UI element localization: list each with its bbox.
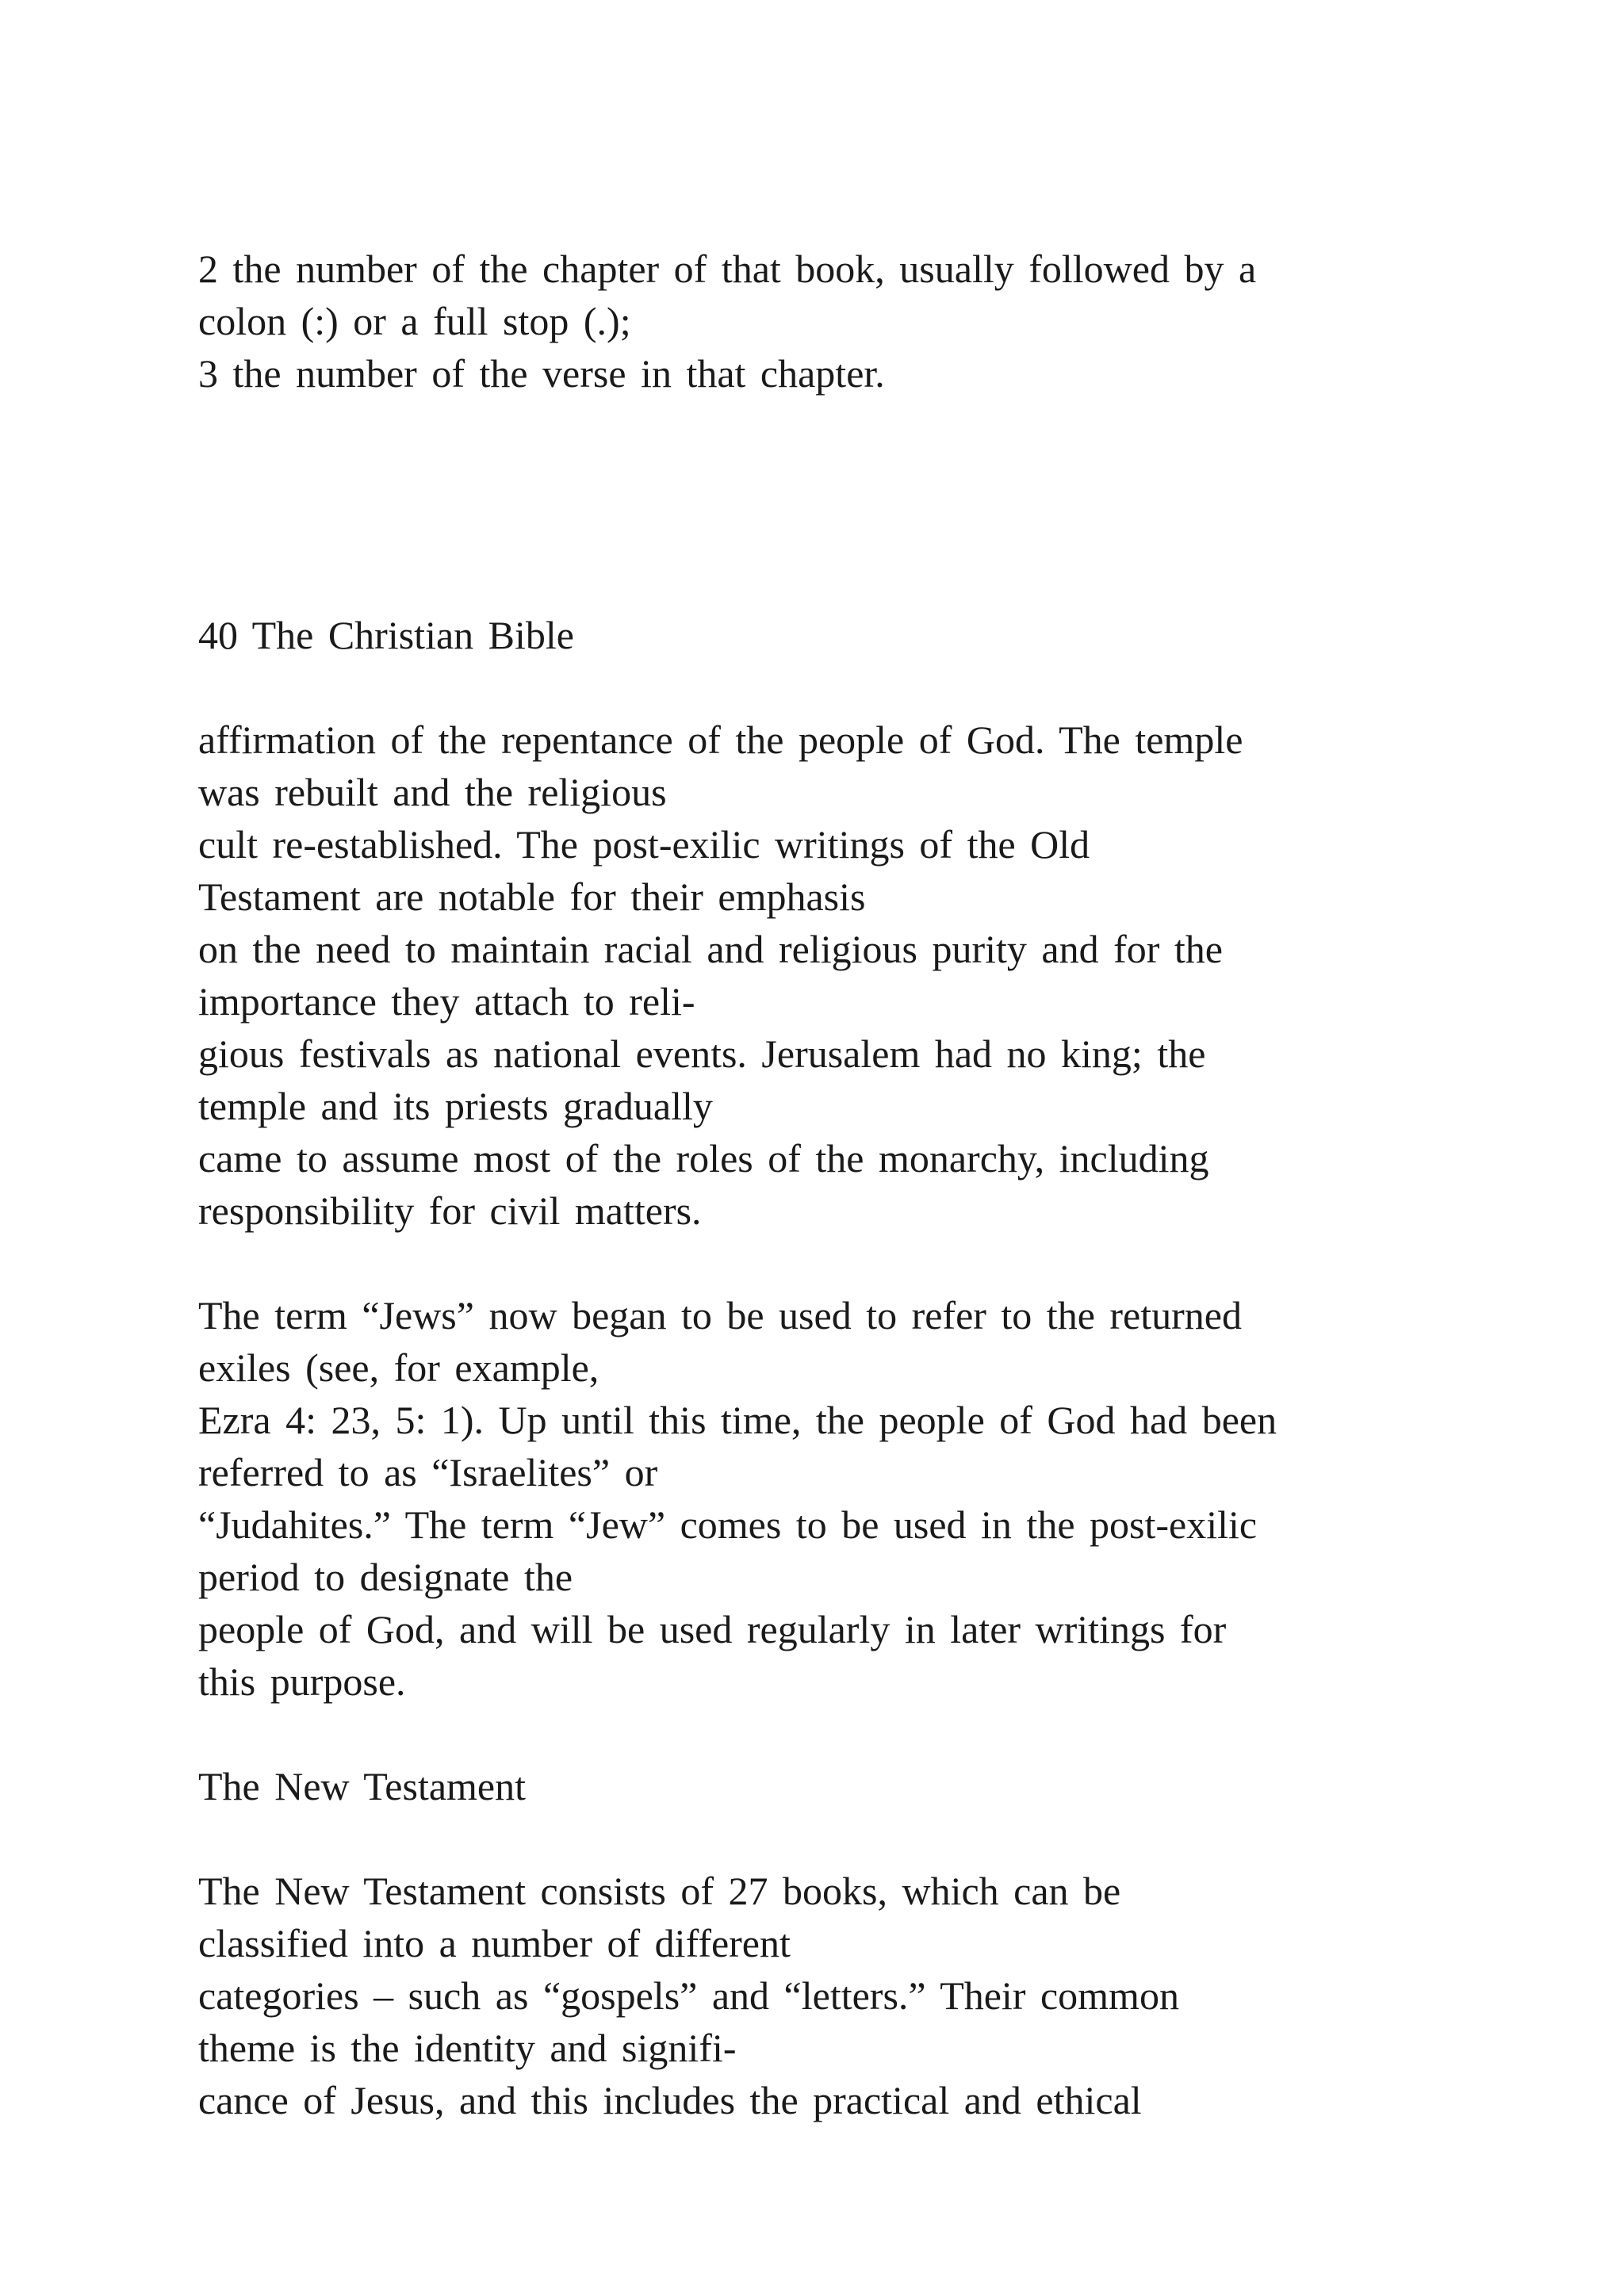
text-line: gious festivals as national events. Jerusalem had no king; the bbox=[198, 1031, 1206, 1076]
document-body bbox=[198, 243, 1467, 2126]
text-line: responsibility for civil matters. bbox=[198, 1188, 702, 1233]
text-line: people of God, and will be used regularly in later writings for bbox=[198, 1607, 1227, 1651]
text-line: period to designate the bbox=[198, 1555, 573, 1599]
section-heading: The New Testament bbox=[198, 1764, 527, 1808]
text-line: cance of Jesus, and this includes the practical and ethical bbox=[198, 2078, 1142, 2122]
spacer bbox=[198, 1812, 1467, 1865]
text-line: The New Testament consists of 27 books, which can be bbox=[198, 1869, 1121, 1913]
spacer bbox=[198, 1237, 1467, 1289]
spacer bbox=[198, 400, 1467, 609]
paragraph-3 bbox=[198, 1865, 1467, 2126]
text-line: temple and its priests gradually bbox=[198, 1084, 713, 1128]
text-line: came to assume most of the roles of the monarchy, including bbox=[198, 1136, 1209, 1181]
text-line: importance they attach to reli- bbox=[198, 979, 695, 1024]
text-line: “Judahites.” The term “Jew” comes to be used in the post-exilic bbox=[198, 1502, 1258, 1547]
text-line: theme is the identity and signifi- bbox=[198, 2026, 737, 2070]
text-line: categories – such as “gospels” and “letters.” Their common bbox=[198, 1973, 1179, 2018]
text-line: colon (:) or a full stop (.); bbox=[198, 299, 631, 343]
text-line: this purpose. bbox=[198, 1659, 406, 1704]
text-line: exiles (see, for example, bbox=[198, 1345, 599, 1390]
page-header: 40 The Christian Bible bbox=[198, 613, 574, 657]
text-line: referred to as “Israelites” or bbox=[198, 1450, 658, 1494]
spacer bbox=[198, 661, 1467, 714]
top-text-block bbox=[198, 243, 1467, 400]
text-line: The term “Jews” now began to be used to refer to the returned bbox=[198, 1293, 1242, 1337]
text-line: Testament are notable for their emphasis bbox=[198, 874, 866, 919]
text-line: on the need to maintain racial and religious purity and for the bbox=[198, 927, 1224, 971]
paragraph-2 bbox=[198, 1289, 1467, 1708]
text-line: classified into a number of different bbox=[198, 1921, 791, 1965]
paragraph-1 bbox=[198, 714, 1467, 1237]
text-line: 2 the number of the chapter of that book, usually followed by a bbox=[198, 247, 1257, 291]
text-line: Ezra 4: 23, 5: 1). Up until this time, the people of God had been bbox=[198, 1398, 1277, 1442]
text-line: affirmation of the repentance of the people of God. The temple bbox=[198, 718, 1243, 762]
text-line: 3 the number of the verse in that chapter. bbox=[198, 351, 885, 396]
text-line: was rebuilt and the religious bbox=[198, 770, 667, 814]
text-line: cult re-established. The post-exilic writings of the Old bbox=[198, 822, 1090, 867]
spacer bbox=[198, 1708, 1467, 1760]
